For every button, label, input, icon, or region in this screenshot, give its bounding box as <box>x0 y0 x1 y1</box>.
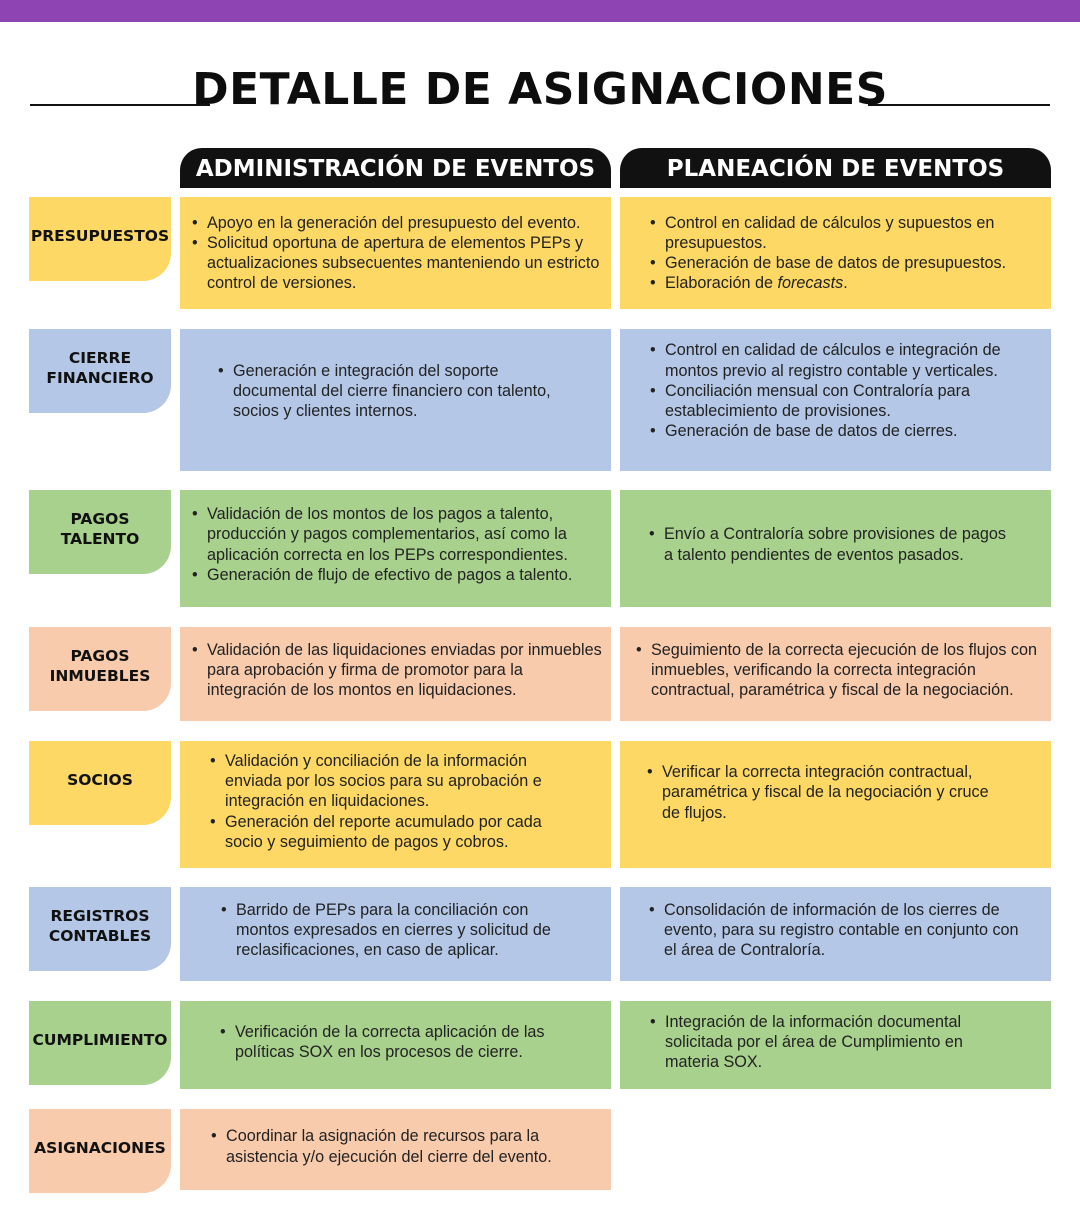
row-label-pagos-talento: PAGOS TALENTO <box>29 490 171 574</box>
list-item: • Envío a Contraloría sobre provisiones de pagos a talento pendientes de eventos pasados. <box>649 524 1011 564</box>
column-header-planeacion: PLANEACIÓN DE EVENTOS <box>620 148 1051 188</box>
column-header-administracion: ADMINISTRACIÓN DE EVENTOS <box>180 148 611 188</box>
row-label-pagos-inmuebles: PAGOS INMUEBLES <box>29 627 171 711</box>
list-item: • Generación e integración del soporte documental del cierre financiero con talento, socios y clientes internos. <box>218 361 581 422</box>
list-item: • Apoyo en la generación del presupuesto del evento. <box>192 213 603 233</box>
list-item: • Seguimiento de la correcta ejecución de los flujos con inmuebles, verificando la correcta integración contractual, paramétrica y fiscal de la negociación. <box>636 640 1043 701</box>
list-item: • Solicitud oportuna de apertura de elementos PEPs y actualizaciones subsecuentes manteniendo un estricto control de versiones. <box>192 233 603 294</box>
cell-cierre-planeacion <box>620 329 1051 471</box>
list-item: • Consolidación de información de los cierres de evento, para su registro contable en conjunto con el área de Contraloría. <box>649 900 1031 961</box>
cell-presupuestos-planeacion <box>620 197 1051 309</box>
list-item: • Barrido de PEPs para la conciliación con montos expresados en cierres y solicitud de reclasificaciones, en caso de aplicar. <box>221 900 551 961</box>
cell-asignaciones-administracion <box>180 1109 611 1190</box>
cell-socios-planeacion <box>620 741 1051 868</box>
row-label-cumplimiento: CUMPLIMIENTO <box>29 1001 171 1085</box>
list-item: • Verificación de la correcta aplicación de las políticas SOX en los procesos de cierre. <box>220 1022 581 1062</box>
page-title: DETALLE DE ASIGNACIONES <box>192 64 888 115</box>
list-item: • Generación de base de datos de cierres. <box>650 421 1041 441</box>
list-item: • Conciliación mensual con Contraloría para establecimiento de provisiones. <box>650 381 1041 421</box>
list-item: • Generación de flujo de efectivo de pagos a talento. <box>192 565 603 585</box>
cell-registros-administracion <box>180 887 611 981</box>
list-item: • Elaboración de forecasts. <box>650 273 1041 293</box>
list-item: • Generación del reporte acumulado por cada socio y seguimiento de pagos y cobros. <box>210 812 571 852</box>
list-item: • Validación de los montos de los pagos a talento, producción y pagos complementarios, así como la aplicación correcta en los PEPs correspondientes. <box>192 504 603 565</box>
list-item: • Control en calidad de cálculos y supuestos en presupuestos. <box>650 213 1041 253</box>
forecasts-word: forecasts <box>777 274 844 293</box>
list-item: • Validación de las liquidaciones enviadas por inmuebles para aprobación y firma de promotor para la integración de los montos en liquidaciones. <box>192 640 603 701</box>
top-accent-bar <box>0 0 1080 22</box>
cell-cumplimiento-planeacion <box>620 1001 1051 1089</box>
list-item: • Verificar la correcta integración contractual, paramétrica y fiscal de la negociación y cruce de flujos. <box>647 762 1001 823</box>
row-label-presupuestos: PRESUPUESTOS <box>29 197 171 281</box>
row-label-registros-contables: REGISTROS CONTABLES <box>29 887 171 971</box>
cell-pagos-inmuebles-administracion <box>180 627 611 721</box>
cell-socios-administracion <box>180 741 611 868</box>
list-item: • Control en calidad de cálculos e integración de montos previo al registro contable y verticales. <box>650 340 1041 380</box>
row-label-cierre-financiero: CIERRE FINANCIERO <box>29 329 171 413</box>
list-item: • Coordinar la asignación de recursos para la asistencia y/o ejecución del cierre del evento. <box>211 1126 581 1166</box>
cell-pagos-inmuebles-planeacion <box>620 627 1051 721</box>
cell-pagos-talento-planeacion <box>620 490 1051 607</box>
list-item: • Generación de base de datos de presupuestos. <box>650 253 1041 273</box>
cell-pagos-talento-administracion <box>180 490 611 607</box>
cell-cierre-administracion <box>180 329 611 471</box>
cell-presupuestos-administracion <box>180 197 611 309</box>
cell-cumplimiento-administracion <box>180 1001 611 1089</box>
cell-registros-planeacion <box>620 887 1051 981</box>
list-item: • Validación y conciliación de la información enviada por los socios para su aprobación e integración en liquidaciones. <box>210 751 571 812</box>
list-item: • Integración de la información documental solicitada por el área de Cumplimiento en materia SOX. <box>650 1012 1001 1073</box>
row-label-socios: SOCIOS <box>29 741 171 825</box>
row-label-asignaciones: ASIGNACIONES <box>29 1109 171 1193</box>
